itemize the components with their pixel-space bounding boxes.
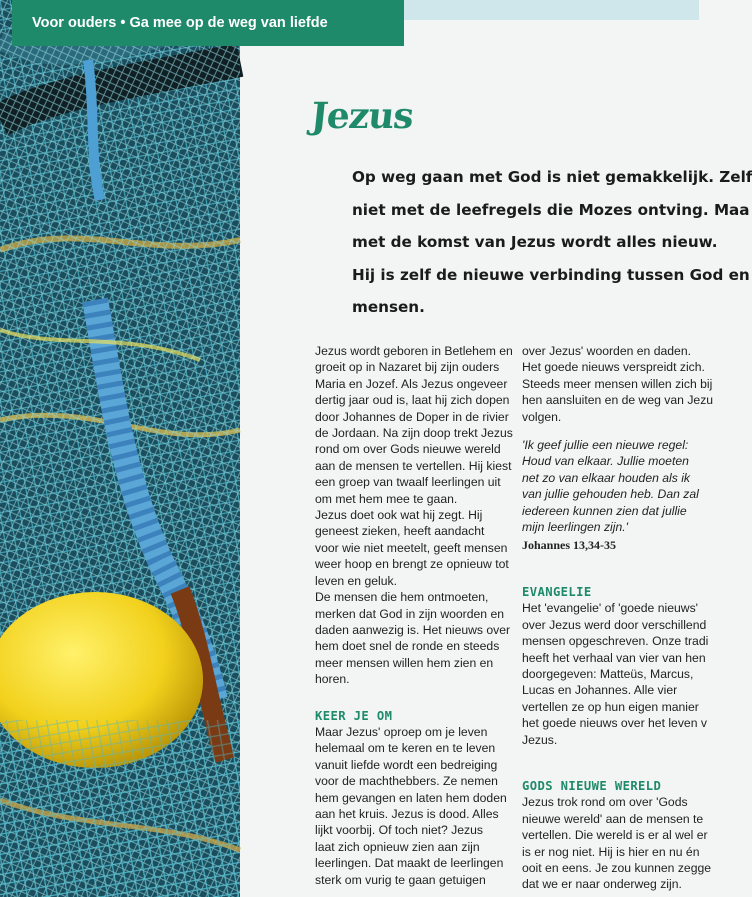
text-line: helemaal om te keren en te leven xyxy=(315,741,496,756)
text-line: weer hoop en brengt ze opnieuw tot xyxy=(315,557,509,572)
text-line: daden aanwezig is. Het nieuws over xyxy=(315,622,511,637)
text-line: de Jordaan. Na zijn doop trekt Jezus xyxy=(315,426,513,441)
intro-line: Op weg gaan met God is niet gemakkelijk. Zelf xyxy=(352,168,752,186)
text-line: meer mensen willen hem zien en xyxy=(315,655,494,670)
text-line: aan het kruis. Jezus is dood. Alles xyxy=(315,806,499,821)
text-line: De mensen die hem ontmoeten, xyxy=(315,590,489,605)
text-line: Maar Jezus' oproep om je leven xyxy=(315,724,488,739)
text-line: over Jezus werd door verschillend xyxy=(522,617,707,632)
text-line: merken dat God in zijn woorden en xyxy=(315,606,505,621)
text-line: heeft het verhaal van vier van hen xyxy=(522,650,706,665)
text-line: horen. xyxy=(315,672,350,687)
text-line: leven en geluk. xyxy=(315,573,397,588)
text-column-right xyxy=(522,343,714,893)
text-line: rond om over Gods nieuwe wereld xyxy=(315,442,501,457)
text-line: Jezus trok rond om over 'Gods xyxy=(522,795,688,810)
quote-reference: Johannes 13,34-35 xyxy=(522,538,617,553)
text-line: hem doet snel de ronde en steeds xyxy=(315,639,500,654)
text-line: door Johannes de Doper in de rivier xyxy=(315,409,509,424)
section-heading: KEER JE OM xyxy=(315,708,393,723)
text-line: Het 'evangelie' of 'goede nieuws' xyxy=(522,601,698,616)
text-line: Jezus wordt geboren in Betlehem en xyxy=(315,344,513,358)
text-line: nieuwe wereld' aan de mensen te xyxy=(522,811,704,826)
text-line: laat zich opnieuw zien aan zijn xyxy=(315,839,480,854)
text-line: Jezus. xyxy=(522,732,558,747)
text-line: dertig jaar oud is, laat hij zich dopen xyxy=(315,393,510,408)
body-paragraph xyxy=(522,343,714,425)
text-line: Steeds meer mensen willen zich bij xyxy=(522,376,713,391)
body-paragraph xyxy=(315,724,510,888)
text-line: om met hem mee te gaan. xyxy=(315,491,458,506)
text-line: lijkt voorbij. Of toch niet? Jezus xyxy=(315,823,483,838)
text-line: is er nog niet. Hij is hier en nu én xyxy=(522,844,700,859)
quote-line: net zo van elkaar houden als ik xyxy=(522,470,691,485)
bible-quote xyxy=(522,437,699,535)
quote-line: iedereen kunnen zien dat jullie xyxy=(522,503,687,518)
intro-line: Hij is zelf de nieuwe verbinding tussen God en xyxy=(352,265,750,284)
text-line: het goede nieuws over het leven v xyxy=(522,716,707,731)
text-line: geneest zieken, heeft aandacht xyxy=(315,524,485,539)
page-title: Jezus xyxy=(308,95,416,137)
text-line: hem gevangen en laten hem doden xyxy=(315,790,507,805)
section-banner: Voor ouders • Ga mee op de weg van liefde xyxy=(12,0,404,46)
text-line: vertellen ze op hun eigen manier xyxy=(522,699,699,714)
text-line: voor de machthebbers. Ze nemen xyxy=(315,774,498,789)
text-line: sterk om vurig te gaan getuigen xyxy=(315,872,486,887)
intro-line: niet met de leefregels die Mozes ontving. Maa xyxy=(352,200,750,219)
intro-line: mensen. xyxy=(352,298,425,316)
text-line: over Jezus' woorden en daden. xyxy=(522,344,692,358)
text-column-left xyxy=(315,343,513,888)
top-accent-band xyxy=(396,0,699,20)
text-line: doorgegeven: Matteüs, Marcus, xyxy=(522,666,694,681)
fishing-nets-photo xyxy=(0,0,240,897)
text-line: Jezus doet ook wat hij zegt. Hij xyxy=(315,508,483,523)
body-paragraph xyxy=(522,600,709,748)
quote-line: 'Ik geef jullie een nieuwe regel: xyxy=(522,438,689,453)
text-line: ooit en eens. Je zou kunnen zegge xyxy=(522,860,712,875)
quote-line: van jullie gehouden heb. Dan zal xyxy=(522,487,699,502)
text-line: Lucas en Johannes. Alle vier xyxy=(522,683,678,698)
text-line: voor wie niet meetelt, geeft mensen xyxy=(315,540,508,555)
text-line: vertellen. Die wereld is er al wel er xyxy=(522,828,708,843)
text-line: groeit op in Nazaret bij zijn ouders xyxy=(315,360,500,375)
intro-line: met de komst van Jezus wordt alles nieuw. xyxy=(352,233,718,251)
body-paragraph xyxy=(315,343,513,688)
text-line: een groep van twaalf leerlingen uit xyxy=(315,475,501,490)
text-line: hen aansluiten en de weg van Jezu xyxy=(522,393,714,408)
text-line: Het goede nieuws verspreidt zich. xyxy=(522,360,705,375)
text-line: leerlingen. Dat maakt de leerlingen xyxy=(315,856,504,871)
text-line: Maria en Jozef. Als Jezus ongeveer xyxy=(315,376,508,391)
text-line: mensen opgeschreven. Onze tradi xyxy=(522,634,709,649)
text-line: vanuit liefde wordt een bedreiging xyxy=(315,757,498,772)
intro-paragraph xyxy=(352,161,752,324)
text-line: volgen. xyxy=(522,409,562,424)
quote-line: Houd van elkaar. Jullie moeten xyxy=(522,454,689,469)
text-line: aan de mensen te vertellen. Hij kiest xyxy=(315,458,512,473)
body-paragraph xyxy=(522,794,712,892)
section-heading: GODS NIEUWE WERELD xyxy=(522,778,662,793)
text-line: dat we er naar onderweg zijn. xyxy=(522,877,682,892)
quote-line: mijn leerlingen zijn.' xyxy=(522,520,628,535)
section-heading: EVANGELIE xyxy=(522,584,592,599)
